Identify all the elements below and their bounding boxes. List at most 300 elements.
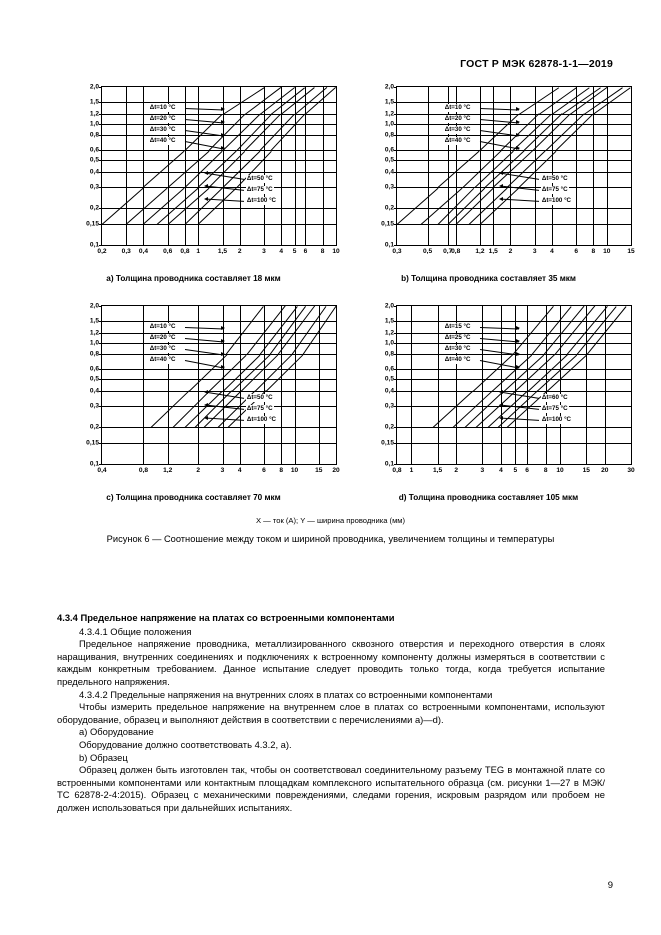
y-axis-tick <box>99 464 102 465</box>
y-axis-tick <box>394 369 397 370</box>
y-axis-tick-label: 1,2 <box>89 329 99 337</box>
x-axis-tick-label: 1 <box>196 248 201 255</box>
y-axis-tick-label: 0,5 <box>384 156 394 164</box>
legend-label: Δt=50 °C <box>246 394 273 402</box>
gridline-vertical <box>281 87 282 245</box>
legend-arrow-icon <box>516 133 520 137</box>
y-axis-tick <box>99 306 102 307</box>
gridline-horizontal <box>102 150 336 151</box>
y-axis-tick <box>394 406 397 407</box>
gridline-horizontal <box>397 333 631 334</box>
y-axis-tick <box>99 160 102 161</box>
chart-c <box>68 301 340 487</box>
y-axis-tick-label: 0,15 <box>86 220 99 228</box>
x-axis-tick-label: 5 <box>513 467 518 474</box>
gridline-vertical <box>510 87 511 245</box>
gridline-horizontal <box>397 321 631 322</box>
legend-arrow-icon <box>221 107 225 111</box>
chart-curve-segment <box>577 306 618 355</box>
x-axis-tick-label: 8 <box>543 467 548 474</box>
legend-leader-line <box>480 108 519 110</box>
legend-arrow-icon <box>516 352 520 356</box>
gridline-horizontal <box>102 369 336 370</box>
x-axis-tick-label: 5 <box>292 248 297 255</box>
x-axis-tick-label: 10 <box>603 248 611 255</box>
y-axis-tick-label: 0,8 <box>384 131 394 139</box>
y-axis-tick <box>394 160 397 161</box>
legend-label: Δt=30 °C <box>149 344 176 352</box>
x-axis-tick-label: 3 <box>480 467 485 474</box>
chart-d <box>363 301 635 487</box>
legend-leader-line <box>185 108 224 110</box>
figure-title <box>0 533 661 546</box>
chart-curve-segment <box>462 151 501 188</box>
legend-label: Δt=40 °C <box>149 355 176 363</box>
y-axis-tick-label: 1,5 <box>384 317 394 325</box>
y-axis-tick <box>99 379 102 380</box>
legend-arrow-icon <box>221 146 225 150</box>
gridline-vertical <box>501 306 502 464</box>
x-axis-tick-label: 0,2 <box>97 248 107 255</box>
list-item-b-title: b) Образец <box>79 751 128 763</box>
chart-cell-c <box>46 301 341 502</box>
x-axis-tick-label: 0,6 <box>163 248 173 255</box>
y-axis-tick-label: 0,3 <box>89 402 99 410</box>
y-axis-tick <box>394 343 397 344</box>
x-axis-tick-label: 0,8 <box>138 467 149 474</box>
y-axis-tick-label: 1,0 <box>384 120 394 128</box>
y-axis-tick-label: 0,8 <box>384 350 394 358</box>
x-axis-tick-label: 0,7 <box>443 248 453 255</box>
y-axis-tick <box>99 172 102 173</box>
x-axis-tick-label: 4 <box>550 248 554 255</box>
gridline-horizontal <box>102 124 336 125</box>
chart-d-caption: d) Толщина проводника составляет 105 мкм <box>398 493 579 502</box>
y-axis-tick-label: 0,1 <box>384 241 394 249</box>
legend-leader-line <box>205 173 244 180</box>
body-text <box>57 612 605 815</box>
chart-curve-segment <box>188 354 227 391</box>
x-axis-tick-label: 4 <box>279 248 284 255</box>
x-axis-tick-label: 3 <box>262 248 266 255</box>
y-axis-tick-label: 1,5 <box>89 98 99 106</box>
legend-label: Δt=30 °C <box>444 125 471 133</box>
x-axis-tick-label: 4 <box>499 467 503 474</box>
y-axis-tick <box>394 464 397 465</box>
gridline-vertical <box>482 306 483 464</box>
chart-c-caption: c) Толщина проводника составляет 70 мкм <box>106 493 281 502</box>
x-axis-tick-label: 0,8 <box>451 248 461 255</box>
chart-curve-segment <box>102 187 144 224</box>
x-axis-tick-label: 10 <box>332 248 340 255</box>
y-axis-tick <box>99 124 102 125</box>
x-axis-tick-label: 0,8 <box>180 248 190 255</box>
chart-curve-segment <box>537 354 578 391</box>
y-axis-tick <box>394 391 397 392</box>
gridline-vertical <box>546 306 547 464</box>
legend-label: Δt=40 °C <box>444 355 471 363</box>
y-axis-tick <box>394 333 397 334</box>
gridline-horizontal <box>102 172 336 173</box>
y-axis-tick <box>394 102 397 103</box>
legend-label: Δt=20 °C <box>149 114 176 122</box>
chart-curve-segment <box>547 354 588 391</box>
y-axis-tick <box>394 379 397 380</box>
y-axis-tick <box>394 427 397 428</box>
gridline-horizontal <box>397 114 631 115</box>
y-axis-tick-label: 0,4 <box>89 387 99 395</box>
legend-label: Δt=40 °C <box>444 136 471 144</box>
legend-arrow-icon <box>221 352 225 356</box>
chart-a-plot-area <box>86 83 340 255</box>
legend-label: Δt=10 °C <box>444 103 471 111</box>
y-axis-tick <box>99 135 102 136</box>
gridline-horizontal <box>102 333 336 334</box>
list-item-b-text: Образец должен быть изготовлен так, чтобы он соответствовал соединительному разъему TEG в монтажной плате со встроенными компонентами или контактным площадкам комплексного испытательного образца (см. рисунки 1—27 в МЭК/ТС 62878-2-4:2015). Образец с механическими повреждениями, следами горения, искровым разрядом или пробоем не должен использоваться при дальнейших испытаниях. <box>57 764 605 813</box>
gridline-horizontal <box>397 208 631 209</box>
legend-leader-line <box>480 327 519 329</box>
y-axis-tick <box>99 369 102 370</box>
x-axis-tick-label: 2 <box>196 467 201 474</box>
x-axis-tick-label: 30 <box>627 467 635 474</box>
heading-4-3-4: 4.3.4 Предельное напряжение на платах со встроенными компонентами <box>57 612 395 623</box>
gridline-horizontal <box>102 443 336 444</box>
y-axis-tick-label: 0,6 <box>89 146 99 154</box>
y-axis-tick-label: 0,4 <box>89 168 99 176</box>
y-axis-tick-label: 0,1 <box>384 460 394 468</box>
chart-b-plot-area <box>381 83 635 255</box>
figure-axis-note: X — ток (A); Y — ширина проводника (мм) <box>255 516 406 525</box>
chart-curve-segment <box>484 151 524 188</box>
y-axis-tick-label: 2,0 <box>89 83 99 91</box>
chart-curve-segment <box>255 354 293 391</box>
legend-arrow-icon <box>516 120 520 124</box>
y-axis-tick-label: 1,5 <box>89 317 99 325</box>
heading-4-3-4-2: 4.3.4.2 Предельные напряжения на внутренних слоях в платах со встроенными компонентами <box>79 688 493 700</box>
x-axis-tick-label: 0,3 <box>392 248 402 255</box>
y-axis-tick-label: 0,3 <box>384 402 394 410</box>
y-axis-tick-label: 0,1 <box>89 241 99 249</box>
legend-arrow-icon <box>221 120 225 124</box>
legend-label: Δt=75 °C <box>541 405 568 413</box>
x-axis-tick-label: 8 <box>279 467 284 474</box>
x-axis-tick-label: 15 <box>315 467 323 474</box>
x-axis-tick-label: 6 <box>262 467 266 474</box>
x-axis-tick-label: 20 <box>601 467 609 474</box>
chart-c-plot-area <box>86 302 340 474</box>
y-axis-tick <box>99 354 102 355</box>
gridline-vertical <box>323 87 324 245</box>
y-axis-tick <box>99 245 102 246</box>
x-axis-tick-label: 4 <box>237 467 242 474</box>
legend-leader-line <box>480 338 519 342</box>
y-axis-tick-label: 0,3 <box>384 183 394 191</box>
chart-curve-segment <box>226 306 265 355</box>
legend-arrow-icon <box>204 171 208 175</box>
gridline-horizontal <box>102 160 336 161</box>
x-axis-tick-label: 1,5 <box>217 248 228 255</box>
chart-a <box>68 82 340 268</box>
legend-label: Δt=20 °C <box>444 114 471 122</box>
y-axis-tick-label: 1,0 <box>89 120 99 128</box>
x-axis-tick-label: 2 <box>237 248 242 255</box>
y-axis-tick-label: 0,15 <box>381 220 394 228</box>
gridline-vertical <box>295 87 296 245</box>
y-axis-tick-label: 0,3 <box>89 183 99 191</box>
legend-arrow-icon <box>499 403 503 407</box>
chart-b-caption: b) Толщина проводника составляет 35 мкм <box>401 274 576 283</box>
x-axis-tick-label: 0,4 <box>138 248 149 255</box>
legend-arrow-icon <box>221 339 225 343</box>
y-axis-tick-label: 0,1 <box>89 460 99 468</box>
legend-label: Δt=25 °C <box>444 333 471 341</box>
y-axis-tick-label: 1,2 <box>89 110 99 118</box>
gridline-vertical <box>607 87 608 245</box>
paragraph-4-3-4-1: Предельное напряжение проводника, металлизированного сквозного отверстия и переходного отверстия в слоях наращивания, внутренних соединениях и подключениях к встроенному компоненту должны измеряться в соответствии с каждым конкретным требованием. Данное испытание следует проводить только тогда, когда требуется испытание предельного напряжения. <box>57 638 605 687</box>
legend-label: Δt=75 °C <box>246 186 273 194</box>
legend-arrow-icon <box>221 365 225 369</box>
y-axis-tick <box>394 321 397 322</box>
y-axis-tick-label: 0,5 <box>384 375 394 383</box>
legend-label: Δt=100 °C <box>541 197 572 205</box>
legend-label: Δt=10 °C <box>149 322 176 330</box>
chart-curve-segment <box>195 391 232 428</box>
legend-leader-line <box>185 327 224 329</box>
x-axis-tick-label: 1,2 <box>163 467 173 474</box>
x-axis-tick-label: 15 <box>582 467 590 474</box>
y-axis-tick <box>99 427 102 428</box>
chart-curve-segment <box>143 151 185 188</box>
y-axis-tick <box>99 391 102 392</box>
y-axis-tick-label: 0,5 <box>89 156 99 164</box>
chart-curve-segment <box>561 87 601 115</box>
chart-cell-a <box>46 82 341 283</box>
y-axis-tick <box>394 354 397 355</box>
legend-label: Δt=30 °C <box>149 125 176 133</box>
x-axis-tick-label: 8 <box>591 248 596 255</box>
legend-arrow-icon <box>516 146 520 150</box>
y-axis-tick-label: 2,0 <box>384 83 394 91</box>
y-axis-tick-label: 0,6 <box>384 146 394 154</box>
y-axis-tick <box>394 87 397 88</box>
y-axis-tick <box>394 135 397 136</box>
chart-curve-segment <box>532 306 573 355</box>
y-axis-tick-label: 0,15 <box>86 439 99 447</box>
x-axis-tick-label: 3 <box>532 248 537 255</box>
y-axis-tick <box>394 443 397 444</box>
chart-curve-segment <box>480 187 520 224</box>
chart-curve-segment <box>438 151 480 188</box>
gridline-horizontal <box>397 124 631 125</box>
x-axis-tick-label: 10 <box>556 467 564 474</box>
x-axis-tick-label: 6 <box>574 248 579 255</box>
y-axis-tick-label: 0,8 <box>89 131 99 139</box>
gridline-vertical <box>493 87 494 245</box>
y-axis-tick-label: 0,6 <box>384 365 394 373</box>
legend-arrow-icon <box>499 390 503 394</box>
page-number: 9 <box>607 880 613 891</box>
y-axis-tick-label: 1,5 <box>384 98 394 106</box>
y-axis-tick-label: 1,2 <box>384 110 394 118</box>
y-axis-tick <box>99 443 102 444</box>
gridline-vertical <box>198 306 199 464</box>
y-axis-tick <box>394 245 397 246</box>
x-axis-tick-label: 8 <box>320 248 325 255</box>
gridline-horizontal <box>102 208 336 209</box>
y-axis-tick <box>99 114 102 115</box>
figure-6 <box>0 82 661 546</box>
legend-leader-line <box>205 199 244 202</box>
y-axis-tick <box>99 150 102 151</box>
chart-d-plot-area <box>381 302 635 474</box>
gridline-horizontal <box>102 224 336 225</box>
chart-curve-segment <box>397 187 439 224</box>
heading-4-3-4-1: 4.3.4.1 Общие положения <box>79 625 192 637</box>
y-axis-tick <box>99 406 102 407</box>
y-axis-tick-label: 0,2 <box>384 423 394 431</box>
chart-curve-segment <box>515 354 555 391</box>
legend-arrow-icon <box>499 171 503 175</box>
y-axis-tick-label: 0,5 <box>89 375 99 383</box>
chart-curve-segment <box>452 391 492 428</box>
y-axis-tick-label: 2,0 <box>384 302 394 310</box>
y-axis-tick <box>394 124 397 125</box>
legend-label: Δt=10 °C <box>149 103 176 111</box>
y-axis-tick-label: 0,4 <box>384 168 394 176</box>
y-axis-tick <box>394 208 397 209</box>
y-axis-tick-label: 2,0 <box>89 302 99 310</box>
y-axis-tick-label: 0,8 <box>89 350 99 358</box>
figure-title-line2: толщины и температуры <box>447 534 555 544</box>
y-axis-tick-label: 0,2 <box>89 204 99 212</box>
y-axis-tick-label: 1,0 <box>89 339 99 347</box>
legend-label: Δt=20 °C <box>149 333 176 341</box>
legend-label: Δt=75 °C <box>541 186 568 194</box>
gridline-vertical <box>240 87 241 245</box>
x-axis-tick-label: 1,5 <box>488 248 498 255</box>
gridline-vertical <box>560 306 561 464</box>
legend-arrow-icon <box>204 390 208 394</box>
legend-arrow-icon <box>204 403 208 407</box>
y-axis-tick-label: 1,0 <box>384 339 394 347</box>
x-axis-tick-label: 0,5 <box>422 248 433 255</box>
gridline-vertical <box>535 87 536 245</box>
gridline-vertical <box>552 87 553 245</box>
legend-label: Δt=100 °C <box>541 416 572 424</box>
chart-curve-segment <box>222 87 264 115</box>
legend-arrow-icon <box>221 133 225 137</box>
document-header-standard-id: ГОСТ Р МЭК 62878-1-1—2019 <box>460 58 613 70</box>
y-axis-tick-label: 0,2 <box>89 423 99 431</box>
y-axis-tick <box>394 172 397 173</box>
legend-arrow-icon <box>516 339 520 343</box>
y-axis-tick <box>99 102 102 103</box>
x-axis-tick-label: 10 <box>290 467 299 474</box>
chart-curve-segment <box>556 114 594 151</box>
gridline-horizontal <box>397 224 631 225</box>
y-axis-tick <box>99 87 102 88</box>
y-axis-tick-label: 0,4 <box>384 387 394 395</box>
gridline-horizontal <box>397 443 631 444</box>
chart-a-caption: a) Толщина проводника составляет 18 мкм <box>106 274 281 283</box>
legend-label: Δt=15 °C <box>444 322 471 330</box>
x-axis-tick-label: 0,3 <box>121 248 131 255</box>
legend-label: Δt=40 °C <box>149 136 176 144</box>
legend-arrow-icon <box>499 184 503 188</box>
x-axis-tick-label: 15 <box>627 248 635 255</box>
x-axis-tick-label: 2 <box>508 248 513 255</box>
y-axis-tick <box>99 333 102 334</box>
charts-grid <box>0 82 661 502</box>
x-axis-tick-label: 3 <box>220 467 225 474</box>
chart-cell-d <box>341 301 636 502</box>
gridline-vertical <box>305 87 306 245</box>
legend-label: Δt=50 °C <box>541 175 568 183</box>
list-item-a-title: a) Оборудование <box>79 726 154 738</box>
legend-label: Δt=100 °C <box>246 197 277 205</box>
x-axis-tick-label: 1,5 <box>432 467 443 474</box>
y-axis-tick-label: 0,2 <box>384 204 394 212</box>
y-axis-tick-label: 0,6 <box>89 365 99 373</box>
gridline-vertical <box>411 306 412 464</box>
gridline-vertical <box>527 306 528 464</box>
legend-arrow-icon <box>204 416 208 420</box>
legend-label: Δt=60 °C <box>541 394 568 402</box>
chart-curve-segment <box>518 87 559 115</box>
chart-curve-segment <box>150 391 189 428</box>
y-axis-tick <box>394 114 397 115</box>
legend-arrow-icon <box>516 107 520 111</box>
y-axis-tick <box>394 150 397 151</box>
figure-title-line1: Рисунок 6 — Соотношение между током и шириной проводника, увеличением <box>106 534 446 544</box>
x-axis-tick-label: 1,2 <box>475 248 485 255</box>
gridline-vertical <box>593 87 594 245</box>
legend-leader-line <box>185 338 224 342</box>
gridline-vertical <box>428 87 429 245</box>
x-axis-tick-label: 1 <box>409 467 414 474</box>
chart-cell-b <box>341 82 636 283</box>
y-axis-tick <box>99 187 102 188</box>
gridline-horizontal <box>397 102 631 103</box>
list-item-a-text: Оборудование должно соответствовать 4.3.2, a). <box>79 738 292 750</box>
legend-label: Δt=100 °C <box>246 416 277 424</box>
y-axis-tick-label: 0,15 <box>381 439 394 447</box>
y-axis-tick <box>99 321 102 322</box>
x-axis-tick-label: 0,8 <box>392 467 402 474</box>
chart-curve-segment <box>269 306 306 355</box>
legend-arrow-icon <box>204 197 208 201</box>
x-axis-tick-label: 6 <box>525 467 529 474</box>
legend-arrow-icon <box>499 416 503 420</box>
y-axis-tick <box>99 208 102 209</box>
gridline-horizontal <box>102 427 336 428</box>
chart-curve-segment <box>587 306 627 355</box>
y-axis-tick-label: 1,2 <box>384 329 394 337</box>
x-axis-tick-label: 20 <box>332 467 340 474</box>
legend-arrow-icon <box>204 184 208 188</box>
gridline-horizontal <box>102 102 336 103</box>
gridline-vertical <box>438 306 439 464</box>
gridline-vertical <box>240 306 241 464</box>
gridline-horizontal <box>397 172 631 173</box>
y-axis-tick <box>394 306 397 307</box>
legend-label: Δt=50 °C <box>246 175 273 183</box>
gridline-horizontal <box>102 391 336 392</box>
legend-arrow-icon <box>221 326 225 330</box>
x-axis-tick-label: 2 <box>454 467 458 474</box>
legend-arrow-icon <box>516 326 520 330</box>
gridline-vertical <box>143 306 144 464</box>
